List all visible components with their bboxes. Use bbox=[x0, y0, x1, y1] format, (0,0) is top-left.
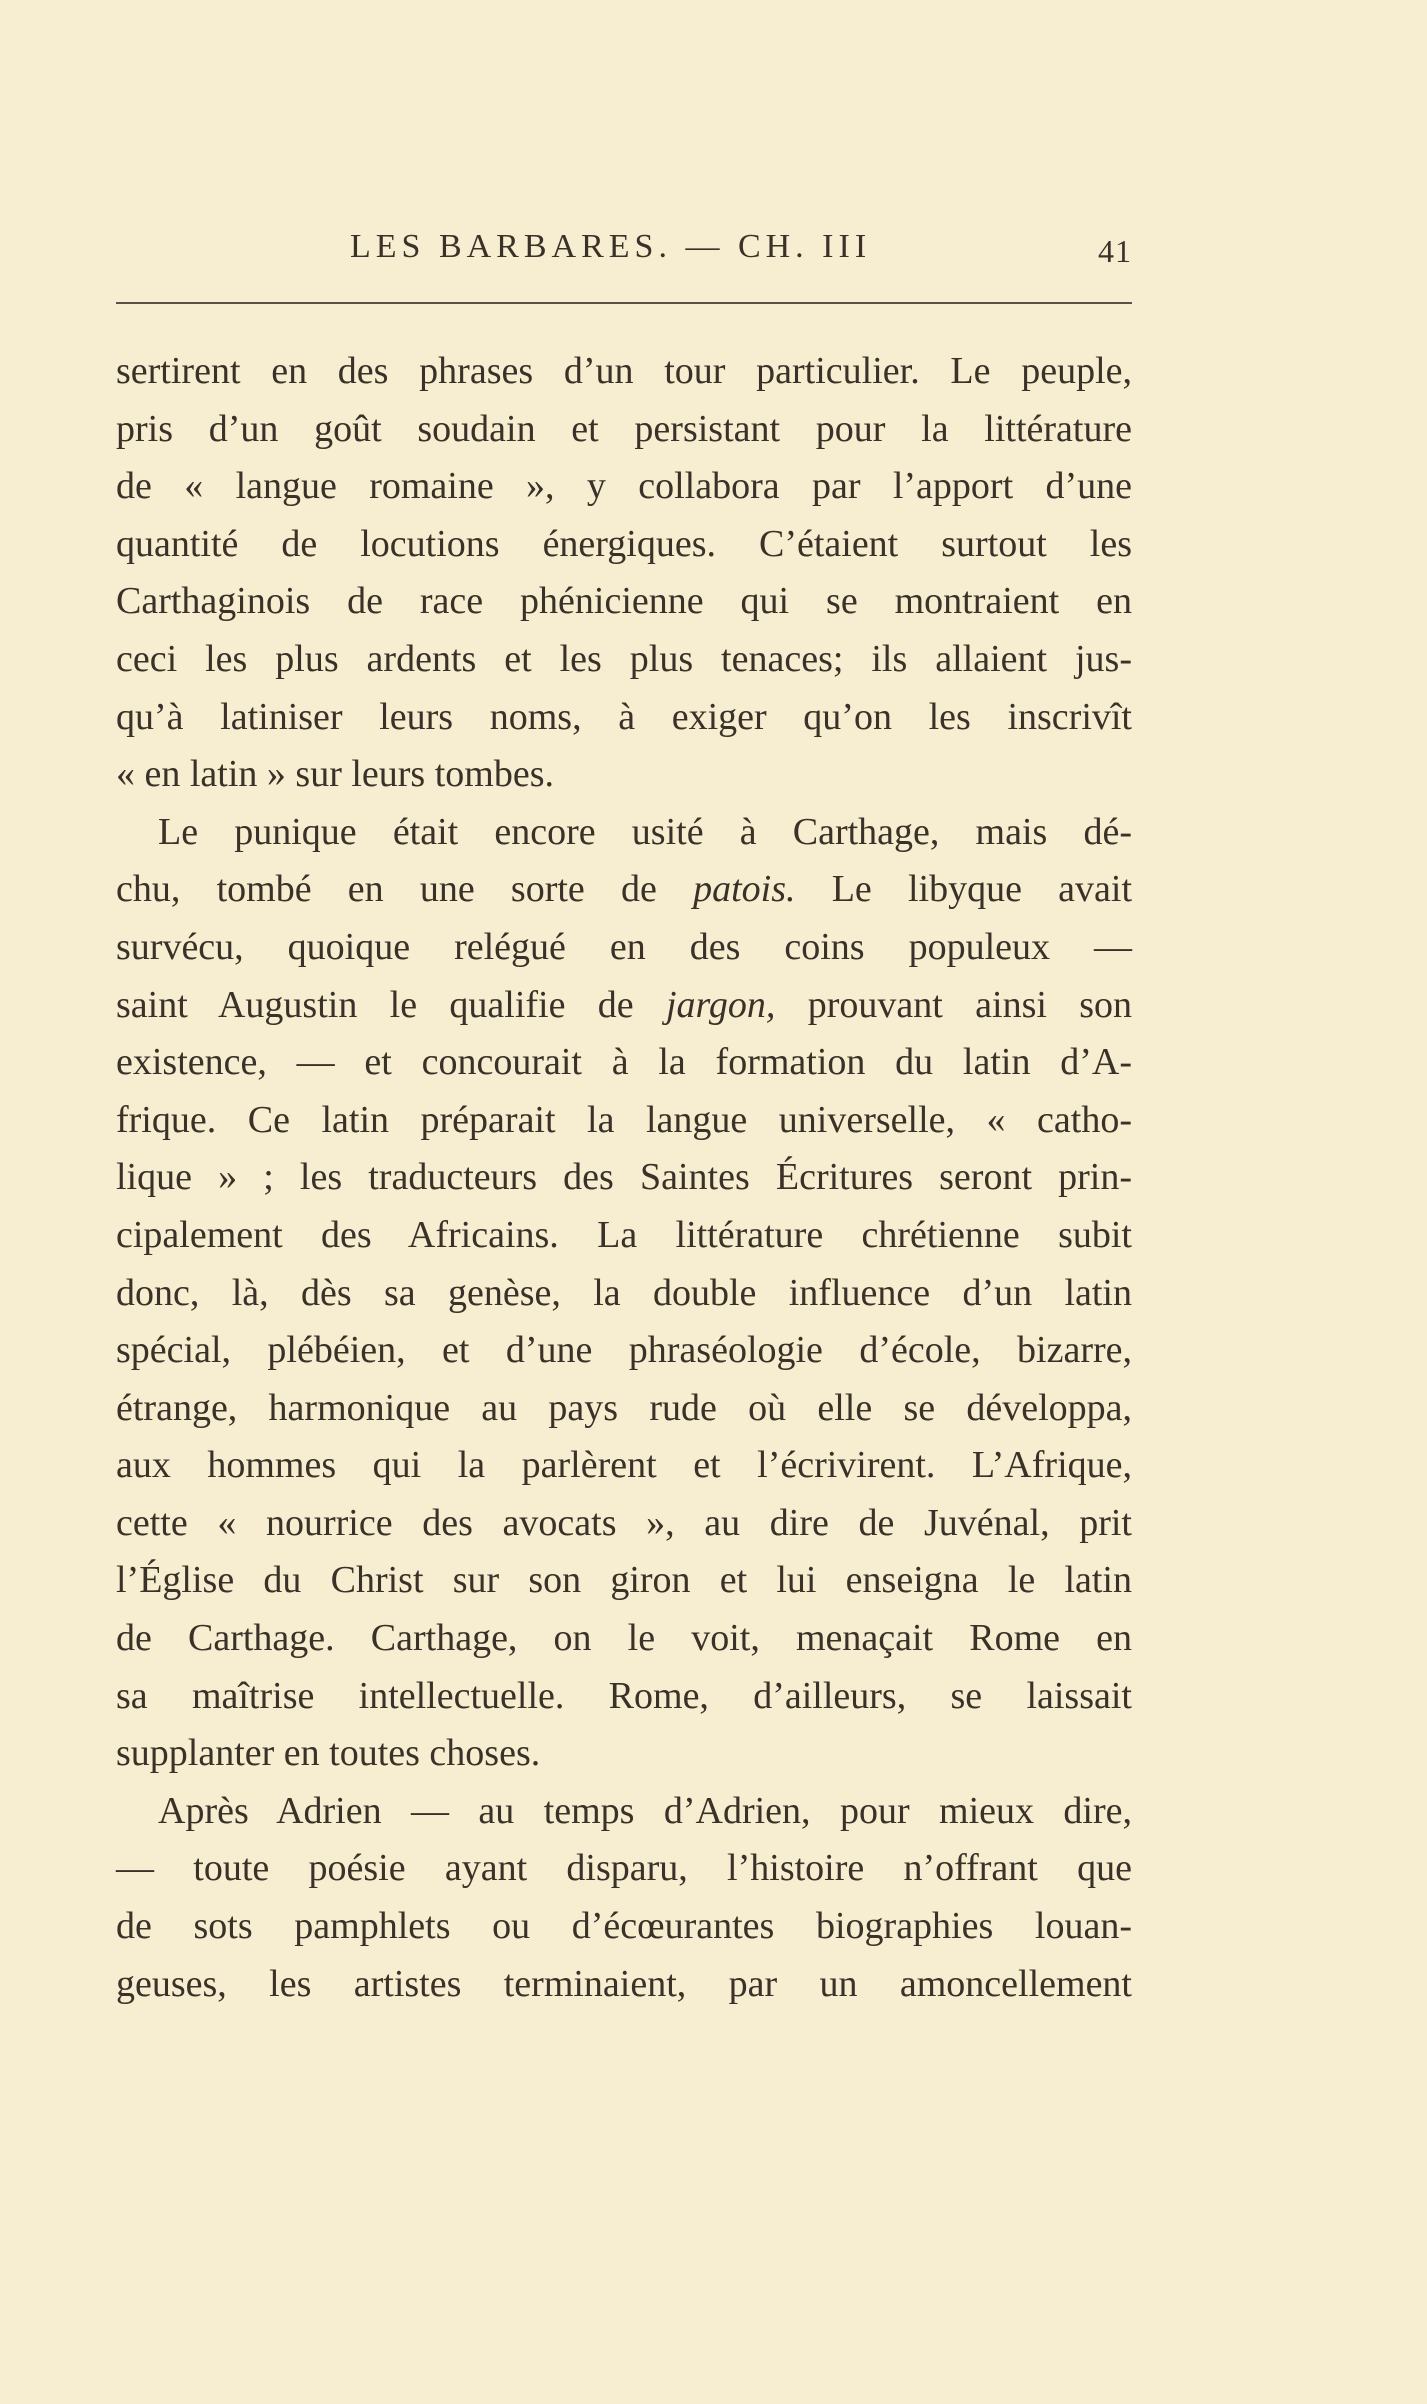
text-line-with-italic bbox=[116, 861, 1132, 919]
text-line: sertirent en des phrases d’un tour particulier. Le peuple, bbox=[116, 350, 1132, 392]
text-line: « en latin » sur leurs tombes. bbox=[116, 753, 554, 796]
text-line: qu’à latiniser leurs noms, à exiger qu’on les inscrivît bbox=[116, 695, 1132, 738]
text-line: de « langue romaine », y collabora par l’apport d’une bbox=[116, 465, 1132, 508]
text-line: l’Église du Christ sur son giron et lui enseigna le latin bbox=[116, 1559, 1132, 1602]
text-segment: saint Augustin le qualifie de bbox=[116, 983, 634, 1026]
text-line: quantité de locutions énergiques. C’étaient surtout les bbox=[116, 522, 1132, 565]
text-line: cette « nourrice des avocats », au dire de Juvénal, prit bbox=[116, 1501, 1132, 1544]
page-header bbox=[116, 222, 1132, 272]
text-line: pris d’un goût soudain et persistant pour la littérature bbox=[116, 407, 1132, 450]
text-line: cipalement des Africains. La littérature chrétienne subit bbox=[116, 1213, 1132, 1256]
text-line: de sots pamphlets ou d’écœurantes biographies louan- bbox=[116, 1905, 1132, 1948]
italic-word-jargon: jargon, bbox=[665, 983, 776, 1026]
header-rule bbox=[116, 302, 1132, 304]
running-title: LES BARBARES. — CH. III bbox=[350, 228, 872, 265]
page-number: 41 bbox=[1098, 233, 1132, 269]
text-line: survécu, quoique relégué en des coins populeux — bbox=[116, 925, 1132, 968]
text-line: sa maîtrise intellectuelle. Rome, d’ailleurs, se laissait bbox=[116, 1674, 1132, 1717]
text-line: existence, — et concourait à la formation du latin d’A- bbox=[116, 1041, 1132, 1084]
text-line: Carthaginois de race phénicienne qui se montraient en bbox=[116, 580, 1132, 623]
text-line: ceci les plus ardents et les plus tenaces; ils allaient jus- bbox=[116, 637, 1132, 680]
text-line: donc, là, dès sa genèse, la double influence d’un latin bbox=[116, 1271, 1132, 1314]
text-line: supplanter en toutes choses. bbox=[116, 1732, 541, 1775]
text-line: Le punique était encore usité à Carthage, mais dé- bbox=[158, 810, 1132, 853]
text-segment: chu, tombé en une sorte de bbox=[116, 868, 657, 911]
text-line: geuses, les artistes terminaient, par un amoncellement bbox=[116, 1962, 1132, 2005]
text-line: de Carthage. Carthage, on le voit, menaçait Rome en bbox=[116, 1617, 1132, 1660]
text-line-with-italic bbox=[116, 977, 1132, 1035]
text-segment: prouvant ainsi son bbox=[807, 983, 1133, 1026]
text-segment: Le libyque avait bbox=[831, 868, 1133, 911]
text-line: lique » ; les traducteurs des Saintes Écritures seront prin- bbox=[116, 1156, 1132, 1199]
body-text bbox=[116, 343, 1132, 2013]
italic-word-patois: patois. bbox=[693, 868, 796, 911]
text-line: spécial, plébéien, et d’une phraséologie d’école, bizarre, bbox=[116, 1329, 1132, 1372]
text-line: aux hommes qui la parlèrent et l’écrivirent. L’Afrique, bbox=[116, 1444, 1132, 1487]
text-line: — toute poésie ayant disparu, l’histoire n’offrant que bbox=[116, 1847, 1132, 1890]
text-line: Après Adrien — au temps d’Adrien, pour mieux dire, bbox=[158, 1789, 1132, 1832]
text-line: étrange, harmonique au pays rude où elle se développa, bbox=[116, 1386, 1132, 1429]
text-line: frique. Ce latin préparait la langue universelle, « catho- bbox=[116, 1098, 1132, 1141]
